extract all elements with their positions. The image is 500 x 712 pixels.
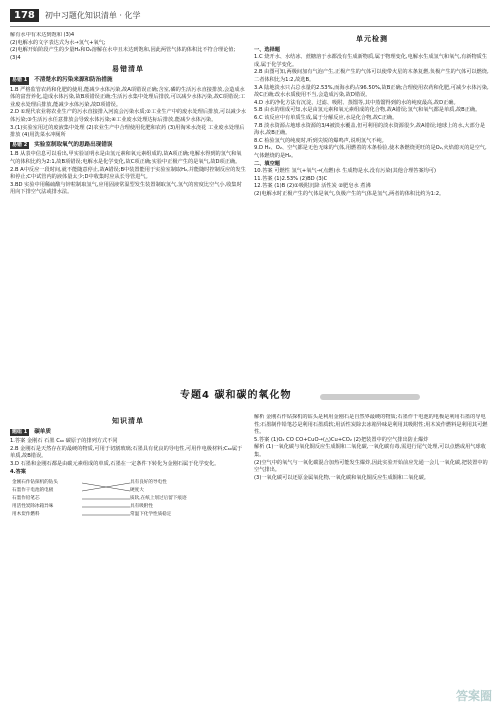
answer-line: (2)空气中的氧气与一氧化碳混合加热可能发生爆炸,因此实验开始前应先通一会儿一氧化碳,把装置中的空气排出。 <box>254 459 488 474</box>
answer-line: 2.B 金刚石是天然存在的最硬的物质,可用于切割玻璃;石墨具有优良的导电性,可用作电极材料;C₆₀属于单质,故B错误。 <box>10 445 243 460</box>
answer-line: 4.答案 <box>10 468 26 475</box>
section-title: 单元检测 <box>356 35 388 43</box>
page-header <box>10 6 141 24</box>
answer-line: (3)一氧化碳可以还原金属氧化物,一氧化碳和氧化铜反应生成铜和二氧化碳。 <box>254 474 429 481</box>
text-line: (2)电解水的文字表达式为水→氢气+氧气; <box>10 39 106 46</box>
diagram-right-item: 常温下化学性质稳定 <box>130 512 172 518</box>
watermark-logo: 答案圈 <box>455 689 492 703</box>
chapter-title: 专题4 碳和碳的氧化物 <box>180 390 292 401</box>
text-line: (3)4 <box>10 54 21 61</box>
connector-lines <box>82 479 130 543</box>
answer-line: 3.BD 实验中用稀硫酸与锌粒制取氢气,应用固液常温型发生装置制取氢气,氢气的密度比空气小,收集时用向下排空气法或排水法。 <box>10 181 242 196</box>
question-group-title: 一、选择题 <box>254 46 280 53</box>
right-column-top <box>254 32 490 432</box>
diagram-right-item: 质软,在纸上划过后留下痕迹 <box>130 496 187 502</box>
diagram-left-item: 石墨作干电池的电极 <box>12 488 54 494</box>
subsection-heading <box>10 77 246 85</box>
subsection-title: 不清楚水的污染来源和防治措施 <box>34 76 113 83</box>
section-title: 易错清单 <box>112 65 144 74</box>
diagram-right-item: 具有吸附性 <box>130 504 153 510</box>
answer-line: 10.答案 可燃性 氢气+氧气→(点燃)水 生成物是水,没有污染(其他合理答案均可) <box>254 168 437 175</box>
text-line: (2)电解开始阶段产生的少量H₂和O₂溶解在水中且未达到饱和,因此两管气体的体积比不符合理论值; <box>10 47 236 54</box>
banner-decoration <box>320 394 420 400</box>
subsection-title: 实验室制取氧气的思路出现错误 <box>34 141 113 148</box>
answer-line: 6.C 该反应中有单质生成,属于分解反应,水是化合物,故C正确。 <box>254 114 398 121</box>
answer-line: 1.C 烧开水、水结冰、蔗糖溶于水都没有生成新物质,属于物理变化,电解水生成氢气和氧气,有新物质生成,属于化学变化。 <box>254 54 488 68</box>
answer-line: 9.D H₂、O₂、空气都是无色无味的气体,用燃着的木条检验,使木条燃烧更旺的是O₂,火焰熄灭的是空气,气体燃烧的是H₂。 <box>254 145 487 159</box>
answer-line: 2.B 由图可知,两极间加有气泡产生,正极产生的气体可以使带火星的木条复燃,负极产生的气体可以燃烧,二者体积比为1:2,故选B。 <box>254 69 489 83</box>
answer-line: 解析 金刚石作钻探机的钻头是利用金刚石是自然界最硬的物质;石墨作干电池的电极是利用石墨的导电性;石墨制作铅笔芯是利用石墨质软;用活性炭除去冰箱异味是利用其吸附性;用木炭作燃料是利用其可燃性。 <box>254 414 488 436</box>
diagram-left-item: 石墨作铅笔芯 <box>12 496 40 502</box>
diagram-left-item: 金刚石作钻探机的钻头 <box>12 480 58 486</box>
diagram-right-column <box>130 479 210 519</box>
item-tag: 易错 1 <box>12 76 28 83</box>
answer-line: 2.D ①现代农业将农业生产的污水直接排入河流会污染水质;②工业生产中的废水处理后排放,可以减少水体污染;③生活污水任意排放会导致水体污染;④工业废水处理达标后排放,能减少水体污染。 <box>10 109 246 123</box>
answer-line: 5.B 由水的组成可知,水是由氢元素和氧元素组成的化合物,故A错误;氢气和氧气都是单质,故B正确。 <box>254 107 481 114</box>
answer-line: 4.D 水的净化方法有沉淀、过滤、吸附、蒸馏等,其中蒸馏得到的水的纯度最高,故D正确。 <box>254 99 459 106</box>
answer-line: 12.答案 (1)B (2)①吸附沉降 活性炭 ②肥皂水 煮沸 <box>254 183 371 190</box>
text-line: 解有水中有末达到饱和 (3)4 <box>10 32 75 38</box>
question-group-title: 二、填空题 <box>254 160 280 167</box>
diagram-left-column <box>12 479 82 519</box>
answer-line: 解析 (1)一氧化碳与氧化铜反应生成铜和二氧化碳,一氧化碳有毒,需进行尾气处理,可以点燃或用气球收集。 <box>254 444 486 458</box>
answer-line: 11.答案 (1)2.53% (2)BD (3)C <box>254 175 328 182</box>
subsection-title: 碳单质 <box>34 428 51 435</box>
section-title: 知识清单 <box>112 417 144 425</box>
answer-line: 1.B 严格监管农药和化肥的使用,能减少水体污染,故A项错误正确;含室,磷的生活污水直接排放,会造成水体的富营养化,造成水体污染,故B项错误正确;生活污水集中处理后排放,可以减少水体污染,故C项错误;工业废水处理后排放,能减少水体污染,故D项错误。 <box>10 86 246 108</box>
header-divider <box>10 26 490 27</box>
answer-line: (2)电解水时正极产生的气体是氧气,负极产生的气体是氢气,两者的体积比约为1:2。 <box>254 190 445 197</box>
diagram-right-item: 硬度大 <box>130 488 144 494</box>
answer-line: 3.D 石墨和金刚石都是由碳元素组成的单质,石墨在一定条件下转化为金刚石属于化学变化。 <box>10 460 220 467</box>
chapter-banner <box>10 382 490 408</box>
matching-diagram <box>10 479 246 549</box>
diagram-right-item: 具有良好的导电性 <box>130 480 167 486</box>
subsection-heading <box>10 429 246 437</box>
right-column-bottom <box>254 414 490 704</box>
answer-line: 1.答案 金刚石 石墨 C₆₀ 碳原子的排列方式不同 <box>10 438 118 445</box>
answer-line: 3.A 陆地淡水只占总水量的2.53%,而海水约占96.50%,故B正确;合理使用农药和化肥,可减少水体污染,故C正确;改水水质使用不当,会造成污染,故D错误。 <box>254 84 489 99</box>
answer-line: 7.B 淡水资源占地球水资源的3/4被淡水覆盖,但可利用的淡水资源很少,故A错误;地球上的水,大部分是海水,故B正确。 <box>254 122 486 137</box>
diagram-left-item: 用木炭作燃料 <box>12 512 40 518</box>
item-tag: 易错 2 <box>12 141 28 148</box>
answer-line: 3.(1)实验室用过的废液集中处理 (2)农业生产中合理使用化肥和农药 (3)用淘米水浇花 工业废水处理后排放 (4)用洗菜水冲厕所 <box>10 124 245 139</box>
answer-line: 5.答案 (1)O₂ CO CO+CuO→(△)Cu+CO₂ (2)把装置中的空气排出防止爆炸 <box>254 436 429 443</box>
subsection-heading <box>10 142 246 150</box>
answer-line: 1.B 从表中信息可以看出,甲实验证明水是由氢元素和氧元素组成的,故A项正确;电解水得到的氢气和氧气的体积比约为2:1,故B项错误;电解水是化学变化,故C项正确;实验中正极产生的是氧气,故D项正确。 <box>10 151 242 165</box>
item-tag: 题组 1 <box>12 428 28 435</box>
left-column-top <box>10 32 246 432</box>
page-number: 178 <box>10 9 39 22</box>
header-title: 初中习题化知识清单 · 化学 <box>44 10 141 20</box>
left-column-bottom <box>10 414 246 704</box>
answer-line: 2.B A中反应一段时间,就不能随意停止,故A错误;B中装置能用于实验室制取H₂,并能随时控制反应的发生和停止;C中试管内的液体量太少;D中收集时应从长导管进气。 <box>10 166 246 181</box>
answer-line: 8.C 检验氢气的纯度时,听到尖锐的爆鸣声,说明氢气不纯。 <box>254 137 387 144</box>
diagram-left-item: 用活性炭除冰箱异味 <box>12 504 54 510</box>
